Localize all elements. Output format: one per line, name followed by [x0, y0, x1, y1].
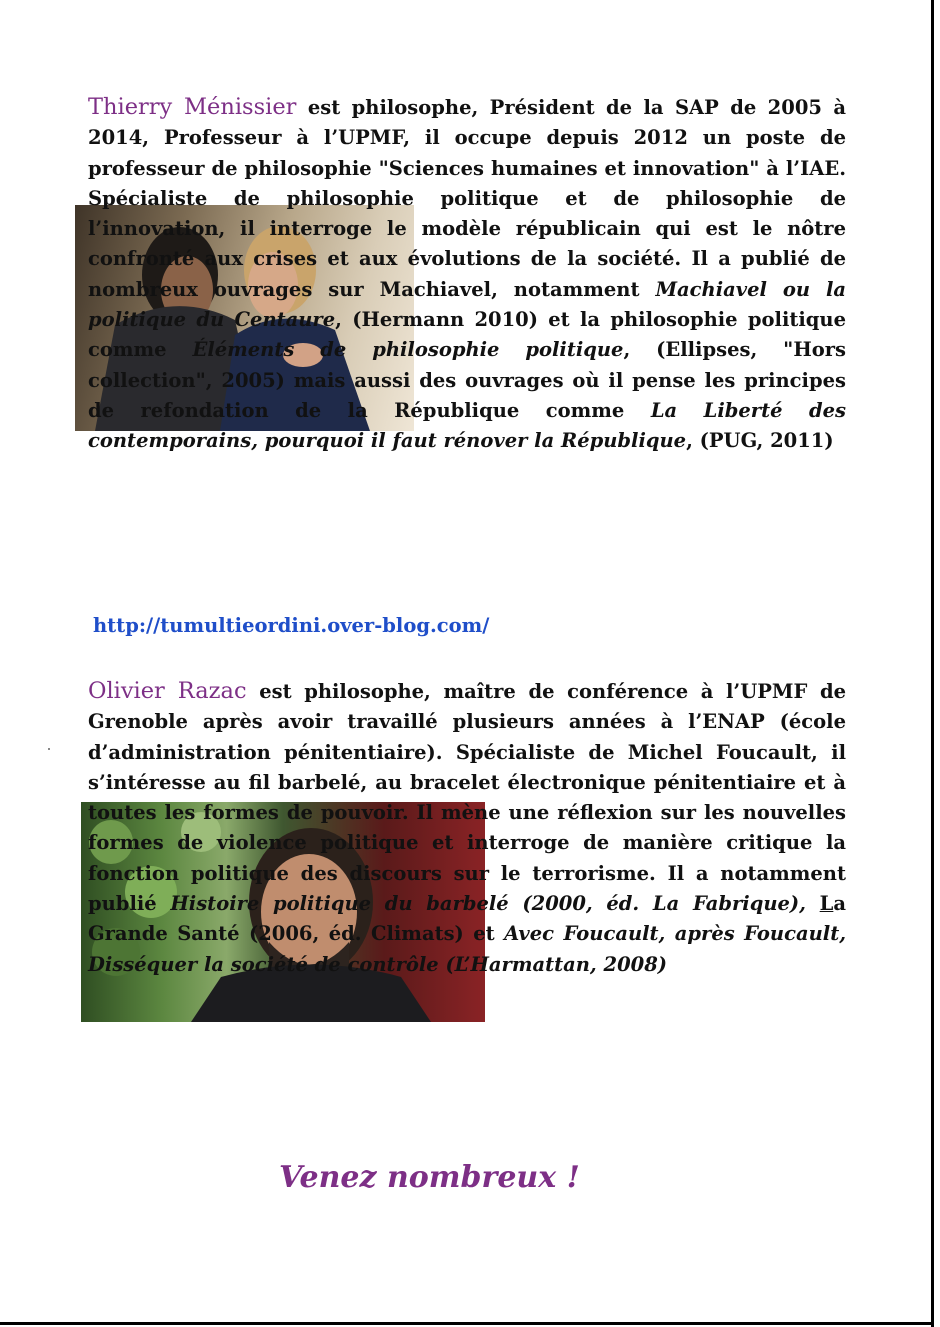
- person2-text-1: est philosophe, maître de conférence à l’UPMF de Grenoble après avoir travaillé plusieurs années à l’ENAP (école d’administration pénitentiaire). Spécialiste de Michel Foucault, il s’intéresse au fil barbelé, au bracelet électronique pénitentiaire et à toutes les formes de pouvoir. Il mène une réflexion sur les nouvelles formes de violence politique et interroge de manière critique la fonction politique des discours sur le terrorisme. Il a notamment publié: [88, 680, 846, 916]
- person2-title-2: Avec Foucault, après Foucault, Disséquer la société de contrôle (L’Harmattan, 2008): [88, 922, 846, 976]
- person2-text-2: a Grande Santé (2006, éd. Climats) et: [88, 892, 846, 946]
- person1-text-2: , (Hermann 2010) et la philosophie politique comme: [88, 308, 846, 362]
- person2-name: Olivier Razac: [88, 678, 247, 704]
- bio-olivier-razac: [88, 676, 846, 980]
- bio-thierry-menissier: [88, 92, 846, 457]
- person1-name: Thierry Ménissier: [88, 94, 297, 120]
- page-border-bottom: [0, 1322, 934, 1325]
- person1-text-4: , (PUG, 2011): [686, 429, 834, 453]
- person2-title-1: Histoire politique du barbelé (2000, éd. La Fabrique),: [170, 892, 820, 916]
- person1-text-1: est philosophe, Président de la SAP de 2005 à 2014, Professeur à l’UPMF, il occupe depuis 2012 un poste de professeur de philosophie "Sciences humaines et innovation" à l’IAE. Spécialiste de philosophie politique et de philosophie de l’innovation, il interroge le modèle républicain qui est le nôtre confronté aux crises et aux évolutions de la société. Il a publié de nombreux ouvrages sur Machiavel, notamment: [88, 96, 846, 301]
- closing-invitation: Venez nombreux !: [279, 1160, 580, 1195]
- blog-link[interactable]: http://tumultieordini.over-blog.com/: [93, 614, 490, 637]
- page-border-right: [931, 0, 934, 1327]
- person1-text-3: , (Ellipses, "Hors collection", 2005) mais aussi des ouvrages où il pense les principes de refondation de la République comme: [88, 338, 847, 422]
- person1-title-2: Éléments de philosophie politique: [192, 338, 624, 362]
- stray-dot: [48, 748, 50, 750]
- person2-underlined-letter: L: [819, 892, 834, 916]
- person1-title-1: Machiavel ou la politique du Centaure: [88, 277, 846, 332]
- person1-title-3: La Liberté des contemporains, pourquoi il faut rénover la République: [88, 398, 846, 453]
